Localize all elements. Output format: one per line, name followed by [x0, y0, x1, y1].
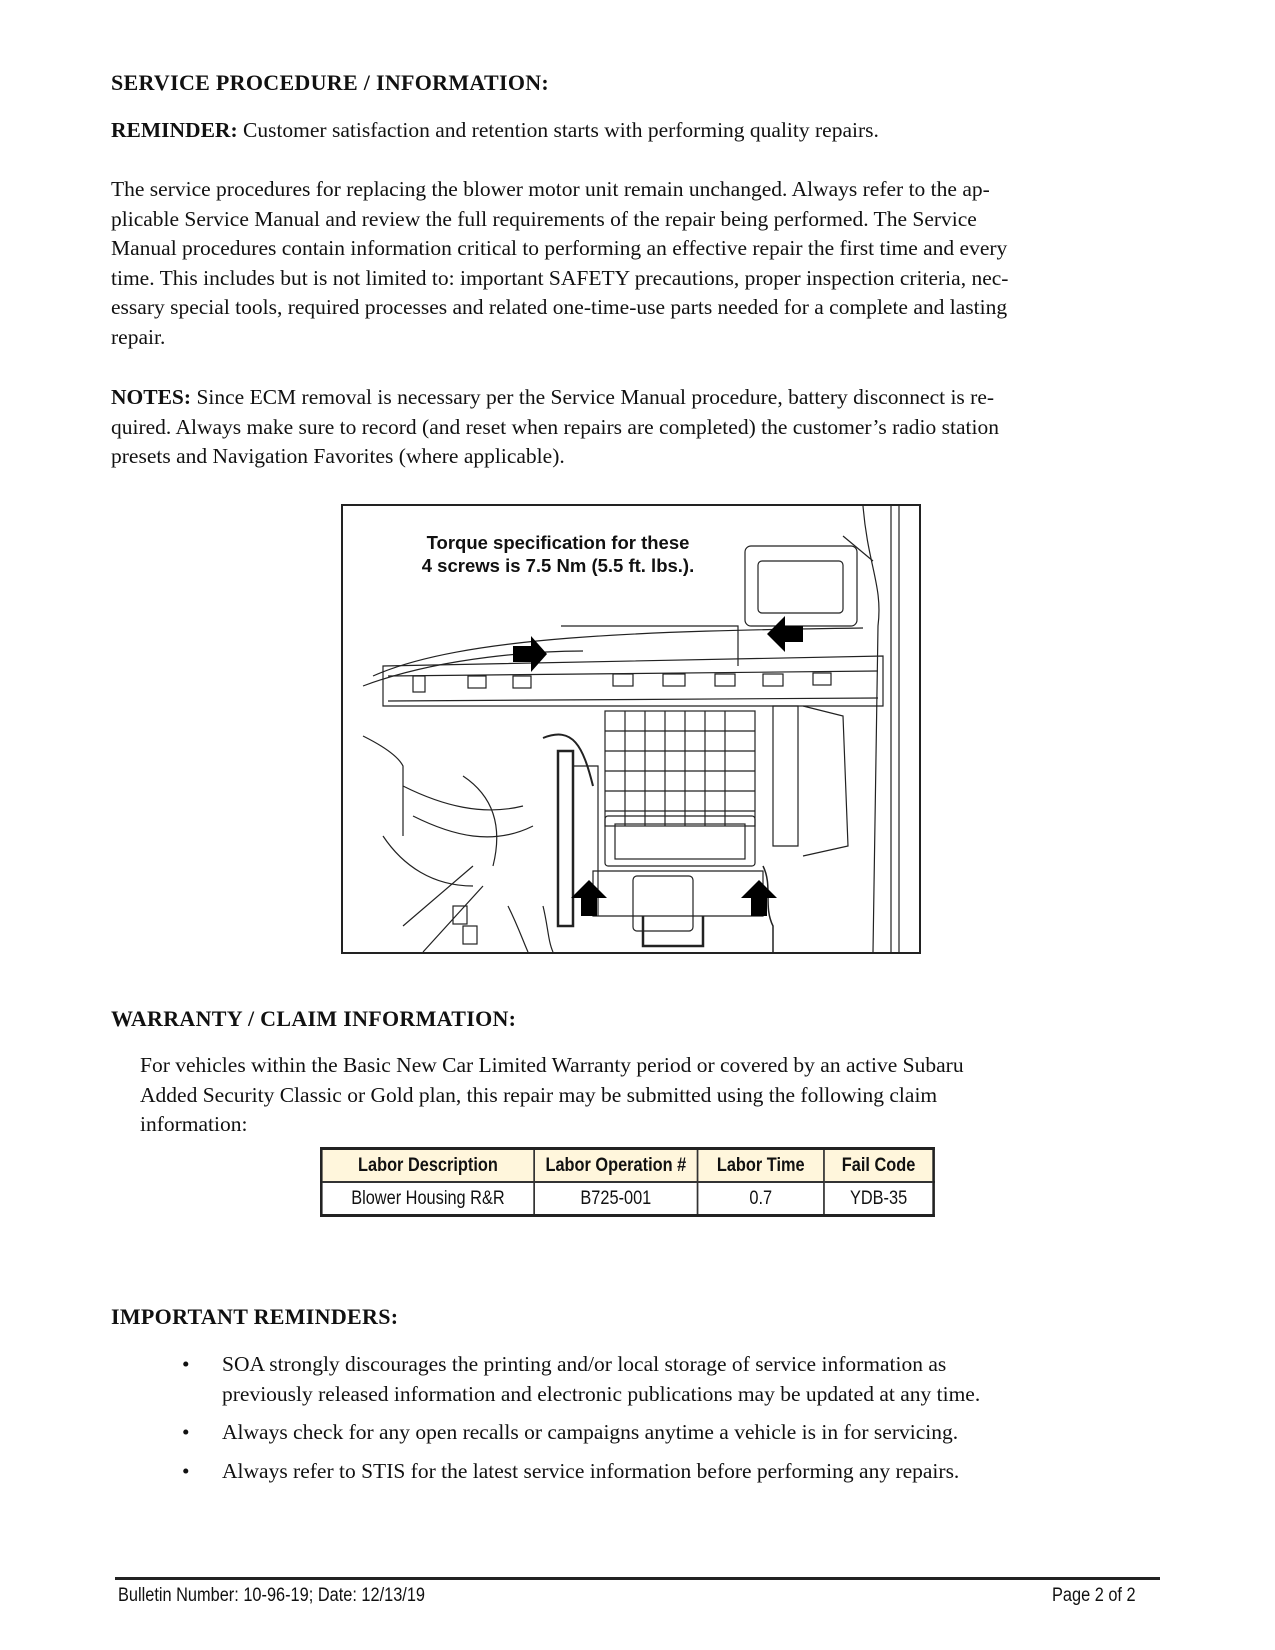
reminders-list	[182, 1350, 1172, 1486]
section-heading-warranty: WARRANTY / CLAIM INFORMATION:	[111, 1006, 517, 1031]
warranty-intro-paragraph	[140, 1051, 1180, 1140]
blower-housing-illustration	[341, 504, 921, 954]
reminder-text: Customer satisfaction and retention starts with performing quality repairs.	[237, 118, 879, 142]
cell-labor-operation: B725-001	[534, 1182, 697, 1216]
notes-line: quired. Always make sure to record (and reset when repairs are completed) the customer’s radio station	[111, 414, 999, 439]
reminder-list-item	[182, 1457, 1172, 1487]
reminder-item-text: Always refer to STIS for the latest service information before performing any repairs.	[222, 1458, 960, 1483]
section-heading-service-procedure: SERVICE PROCEDURE / INFORMATION:	[111, 70, 550, 95]
arrow-icon	[767, 616, 803, 652]
cell-labor-time: 0.7	[698, 1182, 824, 1216]
footer-page-number: Page 2 of 2	[1052, 1585, 1136, 1606]
warranty-intro-line: information:	[140, 1112, 248, 1136]
table-row	[321, 1182, 933, 1216]
reminder-list-item	[182, 1350, 1172, 1409]
reminder-item-text: Always check for any open recalls or campaigns anytime a vehicle is in for servicing.	[222, 1420, 959, 1444]
figure-caption-line: 4 screws is 7.5 Nm (5.5 ft. lbs.).	[421, 555, 695, 576]
table-header-row	[321, 1149, 933, 1183]
bullet-icon: •	[182, 1352, 190, 1376]
procedure-line: essary special tools, required processes and related one-time-use parts needed for a complete and lasting	[111, 295, 1008, 319]
footer-bulletin-info: Bulletin Number: 10-96-19; Date: 12/13/19	[118, 1585, 426, 1606]
reminder-item-text: previously released information and electronic publications may be updated at any time.	[222, 1381, 981, 1406]
warranty-intro-line: Added Security Classic or Gold plan, this repair may be submitted using the following claim	[140, 1082, 938, 1107]
footer-divider	[115, 1577, 1160, 1580]
procedure-line: The service procedures for replacing the blower motor unit remain unchanged. Always refer to the ap-	[111, 177, 990, 201]
reminder-list-item	[182, 1418, 1172, 1448]
notes-line: presets and Navigation Favorites (where applicable).	[111, 444, 565, 468]
arrow-icon	[571, 880, 607, 916]
procedure-line: Manual procedures contain information critical to performing an effective repair the first time and every	[111, 236, 1008, 260]
blower-housing-line-drawing	[343, 506, 919, 952]
cell-fail-code: YDB-35	[824, 1182, 934, 1216]
claim-table-wrapper	[320, 1147, 1035, 1217]
reminder-label: REMINDER:	[111, 118, 238, 142]
bullet-icon: •	[182, 1420, 190, 1444]
figure-caption-line: Torque specification for these	[426, 532, 690, 553]
procedure-paragraph	[111, 175, 1171, 352]
reminder-item-text: SOA strongly discourages the printing and/or local storage of service information as	[222, 1352, 947, 1376]
col-header-fail-code: Fail Code	[824, 1149, 934, 1183]
section-heading-important-reminders: IMPORTANT REMINDERS:	[111, 1304, 399, 1329]
reminder-paragraph	[111, 116, 879, 146]
warranty-intro-line: For vehicles within the Basic New Car Limited Warranty period or covered by an active Subaru	[140, 1053, 964, 1077]
procedure-line: repair.	[111, 324, 166, 349]
bullet-icon: •	[182, 1458, 190, 1483]
procedure-line: time. This includes but is not limited to: important SAFETY precautions, proper inspection criteria, nec-	[111, 265, 1009, 290]
col-header-labor-description: Labor Description	[321, 1149, 534, 1183]
notes-label: NOTES:	[111, 385, 192, 409]
col-header-labor-time: Labor Time	[698, 1149, 824, 1183]
cell-labor-description: Blower Housing R&R	[321, 1182, 534, 1216]
procedure-line: plicable Service Manual and review the full requirements of the repair being performed. The Service	[111, 206, 977, 231]
notes-line: Since ECM removal is necessary per the Service Manual procedure, battery disconnect is re-	[191, 385, 995, 409]
notes-paragraph	[111, 383, 1171, 472]
claim-info-table	[320, 1147, 935, 1217]
arrow-icon	[741, 880, 777, 916]
col-header-labor-operation: Labor Operation #	[534, 1149, 697, 1183]
